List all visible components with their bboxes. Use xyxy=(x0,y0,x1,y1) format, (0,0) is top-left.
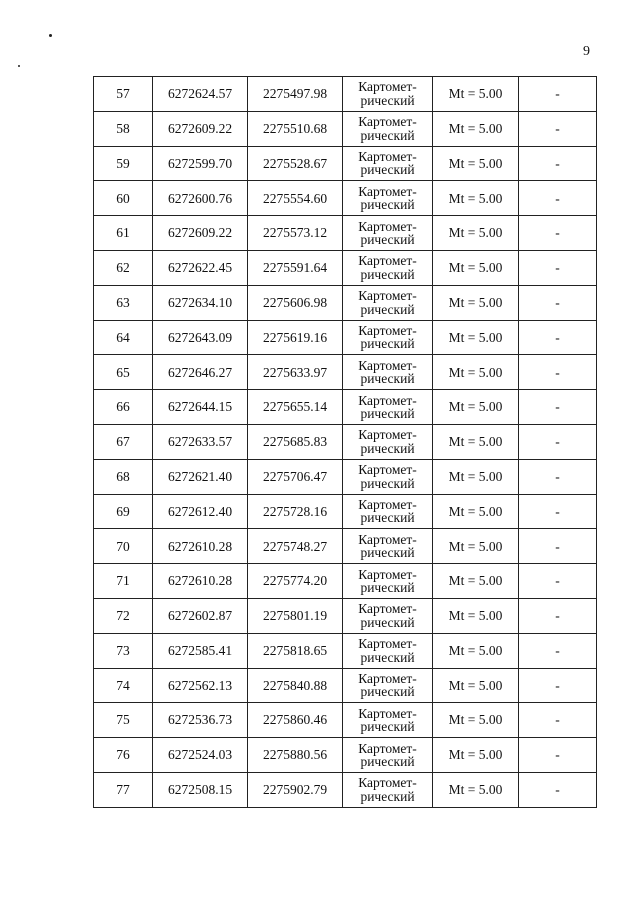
point-number-cell: 57 xyxy=(94,77,153,112)
note-cell: - xyxy=(519,772,597,807)
accuracy-cell: Mt = 5.00 xyxy=(433,494,519,529)
table-row xyxy=(94,668,597,703)
x-coordinate-cell: 6272621.40 xyxy=(153,459,248,494)
method-cell xyxy=(343,146,433,181)
method-text-line-1: Картомет- xyxy=(358,740,417,756)
y-coordinate-cell: 2275573.12 xyxy=(248,216,343,251)
method-cell xyxy=(343,564,433,599)
method-cell xyxy=(343,668,433,703)
accuracy-cell: Mt = 5.00 xyxy=(433,772,519,807)
point-number-cell: 62 xyxy=(94,250,153,285)
y-coordinate-cell: 2275748.27 xyxy=(248,529,343,564)
method-text-line-1: Картомет- xyxy=(358,288,417,304)
method-text-line-2: рический xyxy=(360,440,415,456)
method-text-line-2: рический xyxy=(360,232,415,248)
coordinates-table xyxy=(93,76,597,808)
method-cell xyxy=(343,390,433,425)
page-number: 9 xyxy=(583,44,590,59)
accuracy-cell: Mt = 5.00 xyxy=(433,77,519,112)
point-number-cell: 73 xyxy=(94,633,153,668)
method-cell xyxy=(343,738,433,773)
table-row xyxy=(94,320,597,355)
method-text-line-1: Картомет- xyxy=(358,531,417,547)
method-text-line-2: рический xyxy=(360,649,415,665)
accuracy-cell: Mt = 5.00 xyxy=(433,424,519,459)
method-text-line-1: Картомет- xyxy=(358,636,417,652)
y-coordinate-cell: 2275801.19 xyxy=(248,598,343,633)
method-text-line-2: рический xyxy=(360,788,415,804)
point-number-cell: 63 xyxy=(94,285,153,320)
method-text-line-2: рический xyxy=(360,197,415,213)
accuracy-cell: Mt = 5.00 xyxy=(433,285,519,320)
method-text-line-2: рический xyxy=(360,92,415,108)
x-coordinate-cell: 6272562.13 xyxy=(153,668,248,703)
y-coordinate-cell: 2275554.60 xyxy=(248,181,343,216)
y-coordinate-cell: 2275840.88 xyxy=(248,668,343,703)
note-cell: - xyxy=(519,111,597,146)
method-cell xyxy=(343,633,433,668)
accuracy-cell: Mt = 5.00 xyxy=(433,668,519,703)
method-cell xyxy=(343,216,433,251)
table-row xyxy=(94,390,597,425)
method-text-line-1: Картомет- xyxy=(358,392,417,408)
y-coordinate-cell: 2275774.20 xyxy=(248,564,343,599)
x-coordinate-cell: 6272524.03 xyxy=(153,738,248,773)
method-text-line-2: рический xyxy=(360,754,415,770)
note-cell: - xyxy=(519,181,597,216)
method-cell xyxy=(343,494,433,529)
table-row xyxy=(94,77,597,112)
x-coordinate-cell: 6272536.73 xyxy=(153,703,248,738)
note-cell: - xyxy=(519,146,597,181)
y-coordinate-cell: 2275655.14 xyxy=(248,390,343,425)
x-coordinate-cell: 6272646.27 xyxy=(153,355,248,390)
x-coordinate-cell: 6272610.28 xyxy=(153,564,248,599)
accuracy-cell: Mt = 5.00 xyxy=(433,703,519,738)
accuracy-cell: Mt = 5.00 xyxy=(433,111,519,146)
method-text-line-2: рический xyxy=(360,719,415,735)
note-cell: - xyxy=(519,703,597,738)
scan-speck xyxy=(49,34,52,37)
point-number-cell: 69 xyxy=(94,494,153,529)
point-number-cell: 74 xyxy=(94,668,153,703)
y-coordinate-cell: 2275685.83 xyxy=(248,424,343,459)
accuracy-cell: Mt = 5.00 xyxy=(433,633,519,668)
x-coordinate-cell: 6272609.22 xyxy=(153,216,248,251)
accuracy-cell: Mt = 5.00 xyxy=(433,355,519,390)
point-number-cell: 60 xyxy=(94,181,153,216)
method-text-line-2: рический xyxy=(360,266,415,282)
method-text-line-1: Картомет- xyxy=(358,601,417,617)
table-row xyxy=(94,564,597,599)
point-number-cell: 59 xyxy=(94,146,153,181)
point-number-cell: 71 xyxy=(94,564,153,599)
accuracy-cell: Mt = 5.00 xyxy=(433,181,519,216)
accuracy-cell: Mt = 5.00 xyxy=(433,529,519,564)
method-text-line-2: рический xyxy=(360,162,415,178)
method-cell xyxy=(343,250,433,285)
x-coordinate-cell: 6272622.45 xyxy=(153,250,248,285)
y-coordinate-cell: 2275510.68 xyxy=(248,111,343,146)
y-coordinate-cell: 2275619.16 xyxy=(248,320,343,355)
note-cell: - xyxy=(519,285,597,320)
table-row xyxy=(94,146,597,181)
x-coordinate-cell: 6272602.87 xyxy=(153,598,248,633)
method-text-line-2: рический xyxy=(360,336,415,352)
table-row xyxy=(94,633,597,668)
point-number-cell: 76 xyxy=(94,738,153,773)
point-number-cell: 65 xyxy=(94,355,153,390)
method-text-line-1: Картомет- xyxy=(358,183,417,199)
table-row xyxy=(94,459,597,494)
y-coordinate-cell: 2275818.65 xyxy=(248,633,343,668)
accuracy-cell: Mt = 5.00 xyxy=(433,250,519,285)
table-row xyxy=(94,772,597,807)
x-coordinate-cell: 6272599.70 xyxy=(153,146,248,181)
note-cell: - xyxy=(519,494,597,529)
table-row xyxy=(94,738,597,773)
note-cell: - xyxy=(519,77,597,112)
table-row xyxy=(94,285,597,320)
x-coordinate-cell: 6272624.57 xyxy=(153,77,248,112)
method-text-line-1: Картомет- xyxy=(358,705,417,721)
y-coordinate-cell: 2275706.47 xyxy=(248,459,343,494)
method-cell xyxy=(343,529,433,564)
x-coordinate-cell: 6272644.15 xyxy=(153,390,248,425)
y-coordinate-cell: 2275591.64 xyxy=(248,250,343,285)
note-cell: - xyxy=(519,355,597,390)
table-row xyxy=(94,111,597,146)
method-text-line-1: Картомет- xyxy=(358,775,417,791)
table-row xyxy=(94,529,597,564)
coordinates-table-body xyxy=(94,77,597,808)
method-text-line-2: рический xyxy=(360,371,415,387)
method-cell xyxy=(343,355,433,390)
table-row xyxy=(94,494,597,529)
method-cell xyxy=(343,181,433,216)
x-coordinate-cell: 6272585.41 xyxy=(153,633,248,668)
method-text-line-1: Картомет- xyxy=(358,253,417,269)
y-coordinate-cell: 2275606.98 xyxy=(248,285,343,320)
method-text-line-2: рический xyxy=(360,510,415,526)
note-cell: - xyxy=(519,390,597,425)
point-number-cell: 61 xyxy=(94,216,153,251)
accuracy-cell: Mt = 5.00 xyxy=(433,320,519,355)
note-cell: - xyxy=(519,216,597,251)
table-row xyxy=(94,424,597,459)
point-number-cell: 58 xyxy=(94,111,153,146)
accuracy-cell: Mt = 5.00 xyxy=(433,738,519,773)
accuracy-cell: Mt = 5.00 xyxy=(433,390,519,425)
method-cell xyxy=(343,285,433,320)
x-coordinate-cell: 6272508.15 xyxy=(153,772,248,807)
x-coordinate-cell: 6272633.57 xyxy=(153,424,248,459)
x-coordinate-cell: 6272600.76 xyxy=(153,181,248,216)
point-number-cell: 68 xyxy=(94,459,153,494)
method-text-line-1: Картомет- xyxy=(358,496,417,512)
x-coordinate-cell: 6272612.40 xyxy=(153,494,248,529)
x-coordinate-cell: 6272634.10 xyxy=(153,285,248,320)
method-text-line-2: рический xyxy=(360,684,415,700)
method-text-line-1: Картомет- xyxy=(358,148,417,164)
x-coordinate-cell: 6272610.28 xyxy=(153,529,248,564)
y-coordinate-cell: 2275728.16 xyxy=(248,494,343,529)
method-text-line-1: Картомет- xyxy=(358,427,417,443)
point-number-cell: 66 xyxy=(94,390,153,425)
method-cell xyxy=(343,459,433,494)
note-cell: - xyxy=(519,459,597,494)
scan-speck xyxy=(18,65,20,67)
method-text-line-2: рический xyxy=(360,545,415,561)
method-text-line-2: рический xyxy=(360,301,415,317)
table-row xyxy=(94,181,597,216)
point-number-cell: 67 xyxy=(94,424,153,459)
note-cell: - xyxy=(519,738,597,773)
method-cell xyxy=(343,111,433,146)
method-text-line-1: Картомет- xyxy=(358,670,417,686)
accuracy-cell: Mt = 5.00 xyxy=(433,459,519,494)
note-cell: - xyxy=(519,529,597,564)
y-coordinate-cell: 2275902.79 xyxy=(248,772,343,807)
point-number-cell: 72 xyxy=(94,598,153,633)
method-text-line-1: Картомет- xyxy=(358,322,417,338)
y-coordinate-cell: 2275860.46 xyxy=(248,703,343,738)
method-text-line-1: Картомет- xyxy=(358,566,417,582)
y-coordinate-cell: 2275528.67 xyxy=(248,146,343,181)
method-cell xyxy=(343,77,433,112)
note-cell: - xyxy=(519,320,597,355)
method-cell xyxy=(343,703,433,738)
accuracy-cell: Mt = 5.00 xyxy=(433,216,519,251)
y-coordinate-cell: 2275633.97 xyxy=(248,355,343,390)
table-row xyxy=(94,355,597,390)
table-row xyxy=(94,598,597,633)
method-text-line-2: рический xyxy=(360,614,415,630)
method-text-line-1: Картомет- xyxy=(358,357,417,373)
note-cell: - xyxy=(519,564,597,599)
point-number-cell: 77 xyxy=(94,772,153,807)
method-cell xyxy=(343,424,433,459)
note-cell: - xyxy=(519,633,597,668)
method-text-line-1: Картомет- xyxy=(358,462,417,478)
note-cell: - xyxy=(519,250,597,285)
table-row xyxy=(94,250,597,285)
method-text-line-2: рический xyxy=(360,475,415,491)
method-cell xyxy=(343,320,433,355)
note-cell: - xyxy=(519,598,597,633)
y-coordinate-cell: 2275497.98 xyxy=(248,77,343,112)
x-coordinate-cell: 6272609.22 xyxy=(153,111,248,146)
x-coordinate-cell: 6272643.09 xyxy=(153,320,248,355)
accuracy-cell: Mt = 5.00 xyxy=(433,564,519,599)
method-text-line-1: Картомет- xyxy=(358,79,417,95)
point-number-cell: 70 xyxy=(94,529,153,564)
method-text-line-2: рический xyxy=(360,580,415,596)
table-row xyxy=(94,703,597,738)
method-text-line-1: Картомет- xyxy=(358,218,417,234)
note-cell: - xyxy=(519,668,597,703)
method-text-line-2: рический xyxy=(360,127,415,143)
table-row xyxy=(94,216,597,251)
method-text-line-1: Картомет- xyxy=(358,114,417,130)
note-cell: - xyxy=(519,424,597,459)
method-cell xyxy=(343,772,433,807)
point-number-cell: 75 xyxy=(94,703,153,738)
method-text-line-2: рический xyxy=(360,406,415,422)
accuracy-cell: Mt = 5.00 xyxy=(433,598,519,633)
method-cell xyxy=(343,598,433,633)
accuracy-cell: Mt = 5.00 xyxy=(433,146,519,181)
point-number-cell: 64 xyxy=(94,320,153,355)
y-coordinate-cell: 2275880.56 xyxy=(248,738,343,773)
